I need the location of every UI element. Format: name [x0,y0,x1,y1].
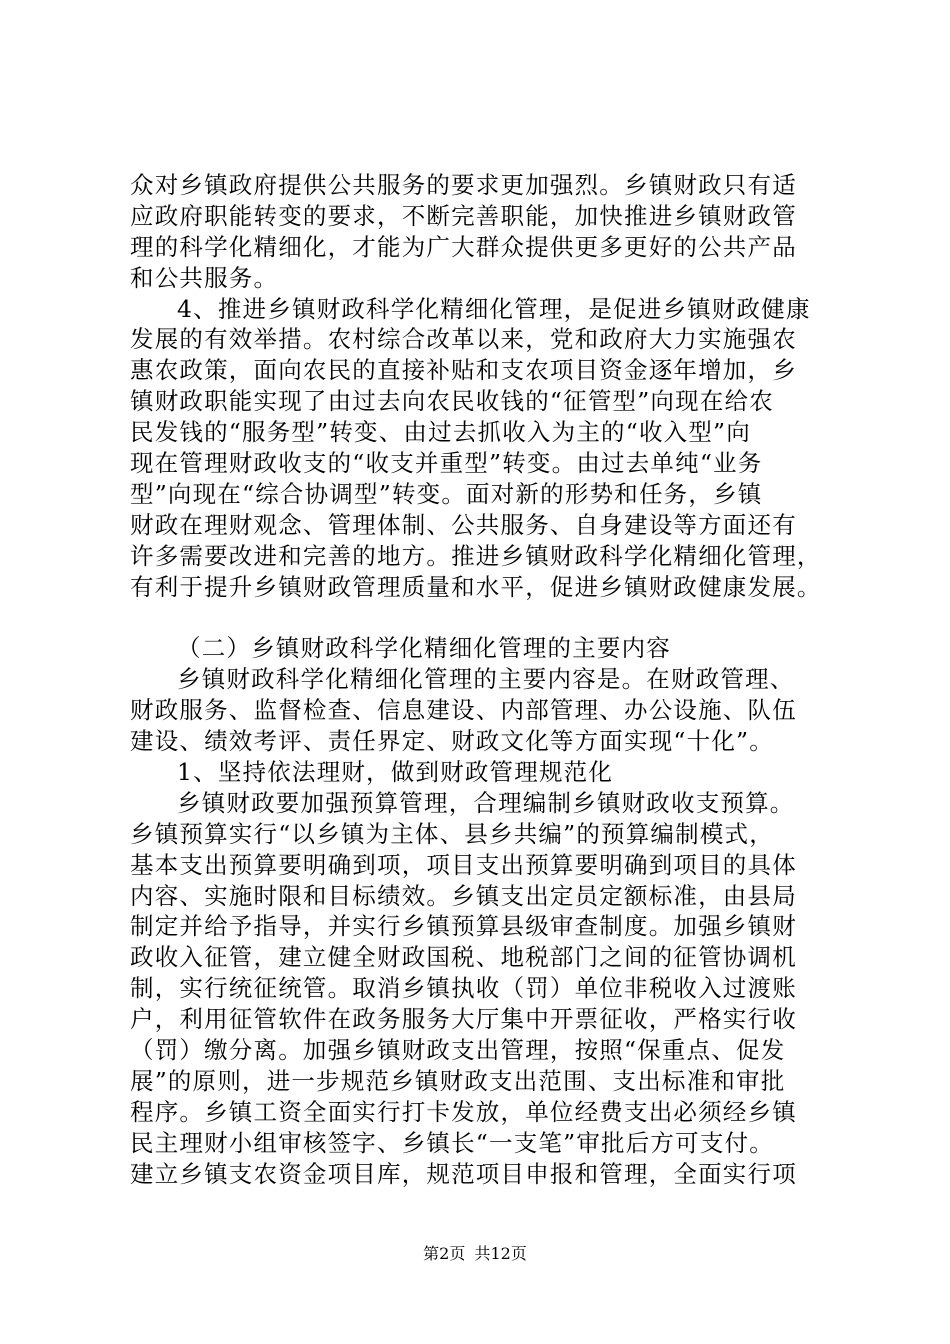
paragraph-2-line: 型”向现在“综合协调型”转变。面对新的形势和任务，乡镇 [130,479,763,508]
paragraph-4-line: 民主理财小组审核签字、乡镇长“一支笔”审批后方可支付。 [130,1128,774,1157]
paragraph-2-line: 惠农政策，面向农民的直接补贴和支农项目资金逐年增加，乡 [130,356,797,385]
paragraph-4-line: 政收入征管，建立健全财政国税、地税部门之间的征管协调机 [130,943,797,972]
paragraph-1-line: 众对乡镇政府提供公共服务的要求更加强烈。乡镇财政只有适 [130,171,797,199]
paragraph-4-line: 程序。乡镇工资全面实行打卡发放，单位经费支出必须经乡镇 [130,1097,797,1126]
paragraph-2-line: 许多需要改进和完善的地方。推进乡镇财政科学化精细化管理， [130,541,822,570]
paragraph-1-line: 理的科学化精细化，才能为广大群众提供更多更好的公共产品 [130,232,797,261]
paragraph-4-line: 内容、实施时限和目标绩效。乡镇支出定员定额标准，由县局 [130,881,797,910]
document-body [130,170,835,1190]
paragraph-4-line: 制定并给予指导，并实行乡镇预算县级审查制度。加强乡镇财 [130,912,797,941]
paragraph-2-line: 民发钱的“服务型”转变、由过去抓收入为主的“收入型”向 [130,418,751,447]
subheading: 1、坚持依法理财，做到财政管理规范化 [177,758,614,787]
paragraph-gap [130,602,835,633]
page-footer [0,1244,950,1264]
section-heading: （二）乡镇财政科学化精细化管理的主要内容 [177,634,671,663]
paragraph-4-line: 户，利用征管软件在政务服务大厅集中开票征收，严格实行收 [130,1005,797,1034]
paragraph-2-line: 镇财政职能实现了由过去向农民收钱的“征管型”向现在给农 [130,387,774,416]
paragraph-1-line: 和公共服务。 [130,263,279,292]
paragraph-4-line: 制，实行统征统管。取消乡镇执收（罚）单位非税收入过渡账 [130,974,797,1003]
paragraph-1-line: 应政府职能转变的要求，不断完善职能，加快推进乡镇财政管 [130,201,797,230]
paragraph-4-line: 基本支出预算要明确到项，项目支出预算要明确到项目的具体 [130,850,797,879]
paragraph-4-line: 建立乡镇支农资金项目库，规范项目申报和管理，全面实行项 [130,1159,797,1188]
paragraph-3-line: 乡镇财政科学化精细化管理的主要内容是。在财政管理、 [177,665,795,694]
paragraph-3-line: 财政服务、监督检查、信息建设、内部管理、办公设施、队伍 [130,696,797,725]
paragraph-4-line: 乡镇预算实行“以乡镇为主体、县乡共编”的预算编制模式， [130,819,774,848]
paragraph-3-line: 建设、绩效考评、责任界定、财政文化等方面实现“十化”。 [130,727,774,756]
paragraph-4-line: 展”的原则，进一步规范乡镇财政支出范围、支出标准和审批 [130,1066,786,1095]
page-total: 共12页 [474,1244,527,1263]
paragraph-2-line: 财政在理财观念、管理体制、公共服务、自身建设等方面还有 [130,510,797,539]
paragraph-2-line: 有利于提升乡镇财政管理质量和水平，促进乡镇财政健康发展。 [130,572,822,601]
paragraph-4-line: （罚）缴分离。加强乡镇财政支出管理，按照“保重点、促发 [130,1036,786,1065]
paragraph-2-line: 发展的有效举措。农村综合改革以来，党和政府大力实施强农 [130,325,797,354]
paragraph-4-line: 乡镇财政要加强预算管理，合理编制乡镇财政收支预算。 [177,788,795,817]
paragraph-2-line: 现在管理财政收支的“收支并重型”转变。由过去单纯“业务 [130,449,763,478]
page-number: 第2页 [423,1244,466,1263]
paragraph-2-line: 4、推进乡镇财政科学化精细化管理，是促进乡镇财政健康 [177,294,811,323]
